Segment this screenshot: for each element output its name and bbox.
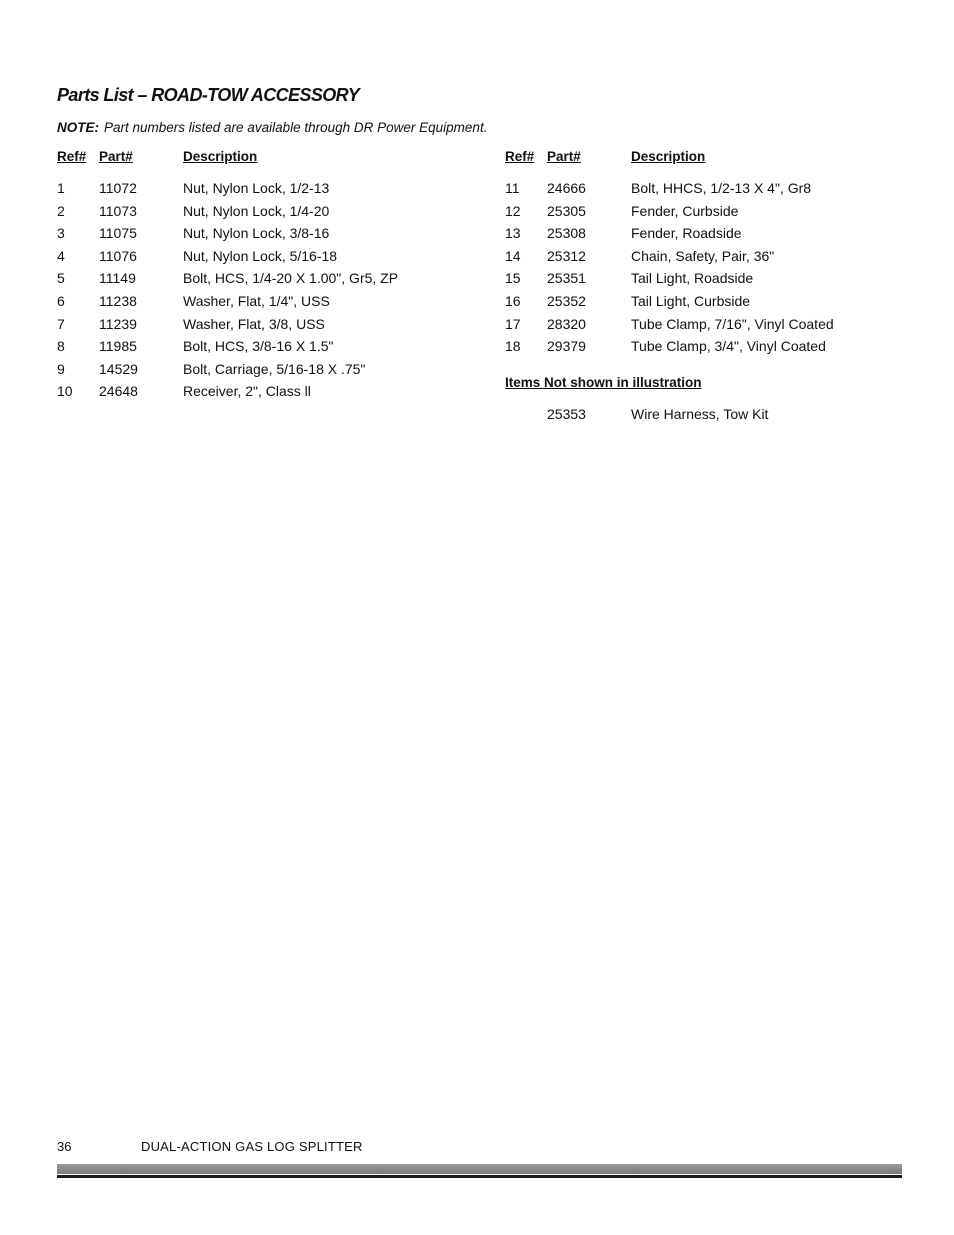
header-description: Description xyxy=(183,149,258,164)
row-part-number: 11076 xyxy=(99,247,137,264)
page-number: 36 xyxy=(57,1139,72,1154)
row-description: Fender, Curbside xyxy=(631,202,739,219)
row-ref: 15 xyxy=(505,270,521,287)
row-part-number: 25351 xyxy=(547,270,586,287)
row-part-number: 25308 xyxy=(547,225,586,242)
row-part-number: 11985 xyxy=(99,338,137,355)
row-ref: 3 xyxy=(57,225,65,242)
row-part-number: 29379 xyxy=(547,338,586,355)
header-ref: Ref# xyxy=(57,149,87,164)
row-part-number: 25352 xyxy=(547,292,586,309)
note xyxy=(57,120,487,135)
row-description: Tail Light, Roadside xyxy=(631,270,754,287)
table-row xyxy=(505,247,925,270)
row-part-number: 11149 xyxy=(99,270,136,287)
header-part: Part# xyxy=(547,149,581,164)
table-row xyxy=(57,179,497,202)
row-ref: 17 xyxy=(505,315,521,332)
row-part-number: 11072 xyxy=(99,180,137,196)
row-description: Tube Clamp, 7/16", Vinyl Coated xyxy=(631,315,834,332)
row-description: Wire Harness, Tow Kit xyxy=(631,405,769,422)
table-row xyxy=(57,337,497,360)
note-text: Part numbers listed are available through DR Power Equipment. xyxy=(104,120,488,135)
row-part-number: 14529 xyxy=(99,360,138,377)
table-header xyxy=(57,148,497,170)
row-ref: 5 xyxy=(57,270,65,287)
row-ref: 1 xyxy=(57,180,65,196)
row-description: Bolt, HCS, 1/4-20 X 1.00", Gr5, ZP xyxy=(183,270,399,287)
row-ref: 12 xyxy=(505,202,521,219)
table-row xyxy=(505,224,925,247)
row-part-number: 11075 xyxy=(99,225,137,242)
row-description: Chain, Safety, Pair, 36" xyxy=(631,247,775,264)
row-ref: 7 xyxy=(57,315,65,332)
row-part-number: 24648 xyxy=(99,383,138,400)
header-part: Part# xyxy=(99,149,133,164)
table-row xyxy=(505,405,925,428)
table-body xyxy=(505,179,925,360)
table-row xyxy=(505,269,925,292)
row-ref: 16 xyxy=(505,292,521,309)
header-description: Description xyxy=(631,149,706,164)
row-description: Nut, Nylon Lock, 3/8-16 xyxy=(183,225,330,242)
table-row xyxy=(57,247,497,270)
row-part-number: 11073 xyxy=(99,202,137,219)
table-header xyxy=(505,148,925,170)
table-row xyxy=(57,224,497,247)
row-description: Nut, Nylon Lock, 5/16-18 xyxy=(183,247,338,264)
row-ref: 8 xyxy=(57,338,65,355)
table-row xyxy=(505,179,925,202)
table-row xyxy=(57,382,497,405)
footer-doc-title: DUAL-ACTION GAS LOG SPLITTER xyxy=(141,1139,363,1154)
row-ref: 6 xyxy=(57,292,65,309)
row-description: Bolt, HHCS, 1/2-13 X 4", Gr8 xyxy=(631,180,812,196)
not-shown-list xyxy=(505,405,925,428)
row-description: Nut, Nylon Lock, 1/2-13 xyxy=(183,180,330,196)
row-part-number: 25312 xyxy=(547,247,586,264)
row-ref: 14 xyxy=(505,247,521,264)
table-row xyxy=(57,202,497,225)
table-row xyxy=(505,337,925,360)
row-part-number: 11238 xyxy=(99,292,137,309)
row-part-number: 25353 xyxy=(547,405,586,422)
row-description: Tail Light, Curbside xyxy=(631,292,751,309)
header-ref: Ref# xyxy=(505,149,535,164)
row-description: Tube Clamp, 3/4", Vinyl Coated xyxy=(631,338,826,355)
table-row xyxy=(57,360,497,383)
row-description: Washer, Flat, 1/4", USS xyxy=(183,292,330,309)
note-label: NOTE: xyxy=(57,120,99,135)
not-shown-heading: Items Not shown in illustration xyxy=(505,374,702,390)
row-ref: 2 xyxy=(57,202,65,219)
row-ref: 9 xyxy=(57,360,65,377)
row-ref: 18 xyxy=(505,338,521,355)
row-part-number: 28320 xyxy=(547,315,586,332)
row-ref: 4 xyxy=(57,247,65,264)
footer-rule-black xyxy=(57,1175,902,1178)
table-row xyxy=(57,315,497,338)
footer-rule-gray xyxy=(57,1164,902,1174)
table-row xyxy=(57,292,497,315)
table-body xyxy=(57,179,497,405)
row-description: Washer, Flat, 3/8, USS xyxy=(183,315,325,332)
table-row xyxy=(57,269,497,292)
page-title: Parts List – ROAD-TOW ACCESSORY xyxy=(57,85,360,105)
row-description: Fender, Roadside xyxy=(631,225,742,242)
row-description: Bolt, Carriage, 5/16-18 X .75" xyxy=(183,360,366,377)
row-description: Bolt, HCS, 3/8-16 X 1.5" xyxy=(183,338,334,355)
row-part-number: 25305 xyxy=(547,202,586,219)
row-part-number: 11239 xyxy=(99,315,137,332)
row-description: Receiver, 2", Class ll xyxy=(183,383,311,400)
parts-table-right xyxy=(505,148,925,427)
row-description: Nut, Nylon Lock, 1/4-20 xyxy=(183,202,330,219)
row-ref: 10 xyxy=(57,383,73,400)
table-row xyxy=(505,292,925,315)
row-ref: 11 xyxy=(505,180,520,196)
row-ref: 13 xyxy=(505,225,521,242)
table-row xyxy=(505,315,925,338)
row-part-number: 24666 xyxy=(547,180,586,196)
parts-table-left xyxy=(57,148,497,405)
table-row xyxy=(505,202,925,225)
